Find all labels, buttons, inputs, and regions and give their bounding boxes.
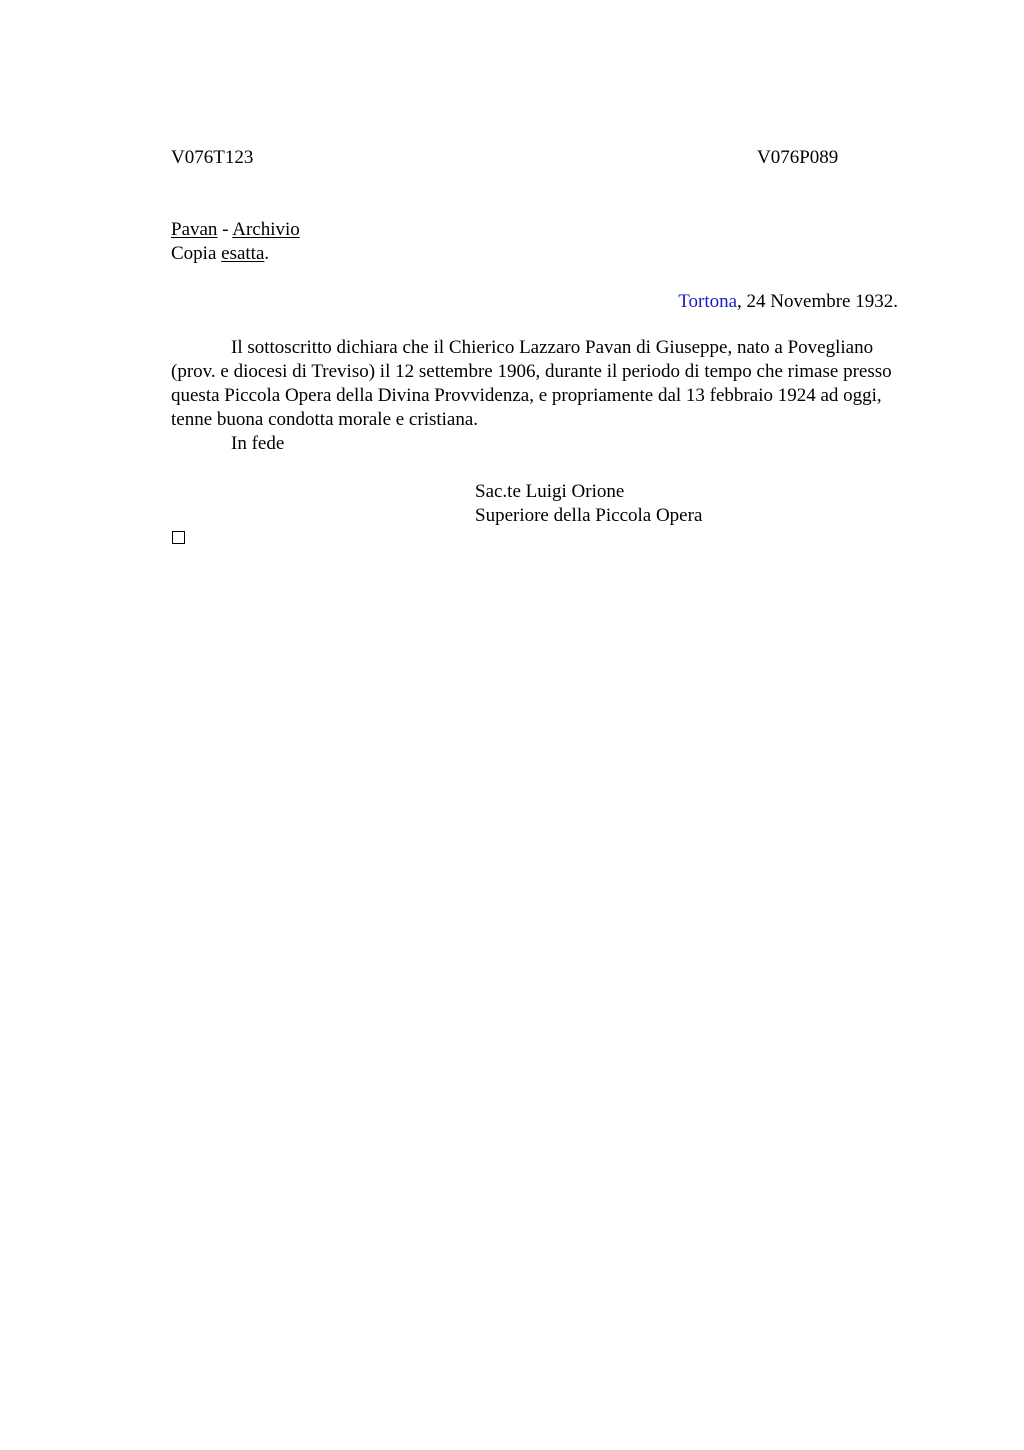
signature-name: Sac.te Luigi Orione [475, 481, 625, 502]
document-code-right: V076P089 [757, 147, 839, 168]
archive-line [171, 218, 300, 242]
checkbox-square [172, 531, 185, 544]
body-paragraph: Il sottoscritto dichiara che il Chierico Lazzaro Pavan di Giuseppe, nato a Povegliano (prov. e diocesi di Treviso) il 12 settembre 1906, durante il periodo di tempo che rimase presso questa Piccola Opera della Divina Provvidenza, e propriamente dal 13 febbraio 1924 ad oggi, tenne buona condotta morale e cristiana. [171, 337, 892, 430]
archive-name: Pavan [171, 219, 218, 240]
closing-text: In fede [231, 433, 285, 454]
document-code-left: V076T123 [171, 147, 254, 168]
dateline-place: Tortona [678, 291, 738, 312]
copy-prefix: Copia [171, 243, 222, 264]
copy-line [171, 242, 269, 266]
archive-separator: - [217, 219, 233, 240]
signature-title: Superiore della Piccola Opera [475, 505, 703, 526]
dateline [678, 290, 898, 314]
dateline-date: , 24 Novembre 1932. [737, 291, 898, 312]
copy-suffix: . [264, 243, 270, 264]
copy-word: esatta [221, 243, 265, 264]
archive-label: Archivio [232, 219, 300, 240]
